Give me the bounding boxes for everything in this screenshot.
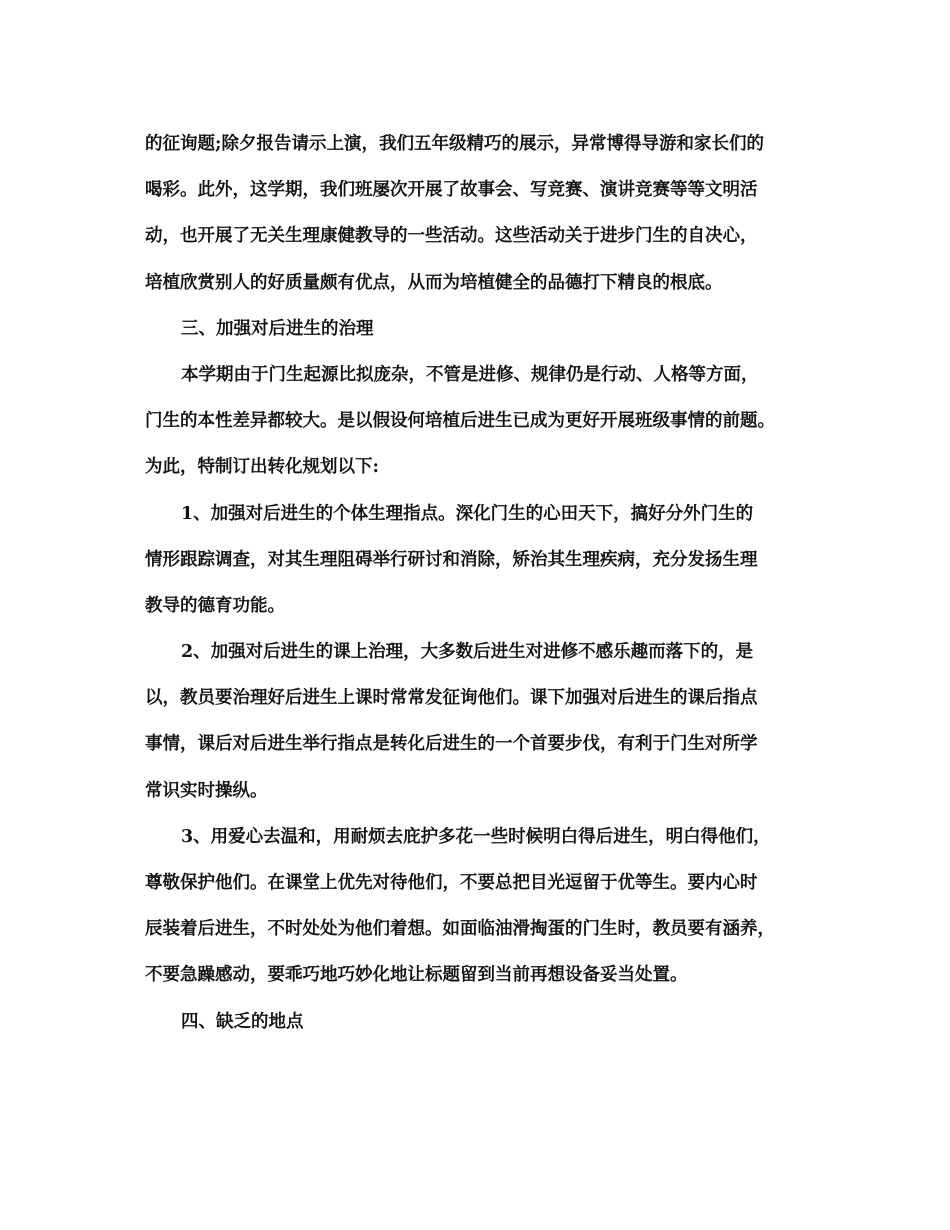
section-heading: 三、加强对后进生的治理: [181, 318, 374, 339]
text-line: 情形跟踪调查，对其生理阻碍举行研讨和消除，矫治其生理疾病，充分发扬生理: [145, 549, 758, 570]
text-line: 事情，课后对后进生举行指点是转化后进生的一个首要步伐，有利于门生对所学: [145, 734, 758, 755]
text-line: 以，教员要治理好后进生上课时常常发征询他们。课下加强对后进生的课后指点: [145, 688, 758, 709]
text-line: 的征询题;除夕报告请示上演，我们五年级精巧的展示，异常博得导游和家长们的: [145, 134, 764, 154]
text-line: 常识实时操纵。: [145, 780, 268, 801]
text-line: 动，也开展了无关生理康健教导的一些活动。这些活动关于进步门生的自决心，: [145, 226, 758, 247]
text-line: 不要急躁感动，要乖巧地巧妙化地让标题留到当前再想设备妥当处置。: [145, 965, 688, 986]
text-line: 尊敬保护他们。在课堂上优先对待他们，不要总把目光逗留于优等生。要内心时: [145, 873, 758, 893]
document-body: [145, 126, 815, 1050]
list-item-line: 2、加强对后进生的课上治理，大多数后进生对进修不感乐趣而落下的，是: [181, 642, 754, 663]
text-line: 为此，特制订出转化规划以下:: [145, 457, 379, 478]
text-line: 培植欣赏别人的好质量颇有优点，从而为培植健全的品德打下精良的根底。: [145, 272, 723, 293]
text-line: 喝彩。此外，这学期，我们班屡次开展了故事会、写竞赛、演讲竞赛等等文明活: [145, 180, 758, 201]
text-line: 辰装着后进生，不时处处为他们着想。如面临油滑掏蛋的门生时，教员要有涵养，: [145, 919, 775, 940]
text-line: 本学期由于门生起源比拟庞杂，不管是进修、规律仍是行动、人格等方面，: [181, 364, 759, 385]
text-line: 教导的德育功能。: [145, 595, 285, 616]
section-heading: 四、缺乏的地点: [181, 1011, 304, 1032]
list-item-line: 3、用爱心去温和，用耐烦去庇护多花一些时候明白得后进生，明白得他们，: [181, 826, 771, 847]
list-item-line: 1、加强对后进生的个体生理指点。深化门生的心田天下，搞好分外门生的: [181, 503, 754, 524]
text-line: 门生的本性差异都较大。是以假设何培植后进生已成为更好开展班级事情的前题。: [145, 411, 775, 432]
